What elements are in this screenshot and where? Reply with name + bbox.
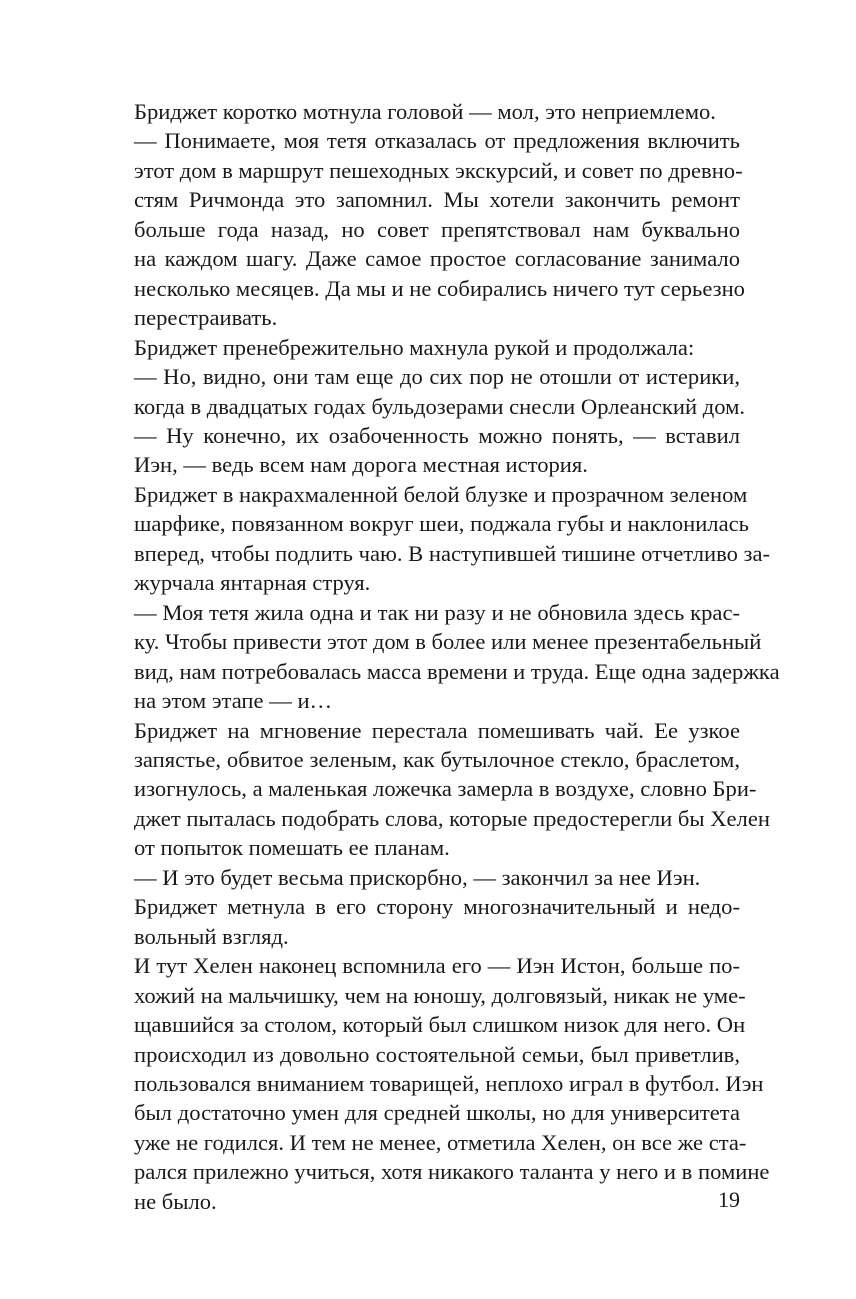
- text-line: вольный взгляд.: [134, 923, 289, 949]
- text-line: не было.: [134, 1188, 217, 1214]
- text-line: — Понимаете, моя тетя отказалась от предложения включить: [134, 128, 740, 154]
- paragraph: [102, 480, 771, 598]
- paragraph: [102, 598, 780, 716]
- text-line: И тут Хелен наконец вспомнила его — Иэн Истон, больше по-: [134, 953, 740, 979]
- text-line: Бриджет в накрахмаленной белой блузке и прозрачном зеленом: [134, 481, 748, 507]
- text-line: изогнулось, а маленькая ложечка замерла в воздухе, словно Бри-: [134, 776, 757, 802]
- paragraph: [102, 716, 770, 863]
- text-line: уже не годился. И тем не менее, отметила Хелен, он все же ста-: [134, 1129, 747, 1155]
- text-line: рался прилежно учиться, хотя никакого таланта у него и в помине: [134, 1159, 770, 1185]
- text-line: запястье, обвитое зеленым, как бутылочное стекло, браслетом,: [134, 746, 740, 772]
- paragraph: [102, 126, 745, 332]
- text-line: перестраивать.: [134, 305, 278, 331]
- text-line: вперед, чтобы подлить чаю. В наступившей тишине отчетливо за-: [134, 540, 771, 566]
- page-number: 19: [718, 1187, 740, 1212]
- text-line: щавшийся за столом, который был слишком низок для него. Он: [134, 1012, 746, 1038]
- text-line: пользовался вниманием товарищей, неплохо играл в футбол. Иэн: [134, 1070, 764, 1096]
- text-line: этот дом в маршрут пешеходных экскурсий, и совет по древно-: [134, 157, 743, 183]
- text-line: был достаточно умен для средней школы, но для университета: [134, 1100, 740, 1126]
- text-line: Иэн, — ведь всем нам дорога местная история.: [134, 452, 588, 478]
- text-line: джет пыталась подобрать слова, которые предостерегли бы Хелен: [134, 805, 770, 831]
- text-line: когда в двадцатых годах бульдозерами снесли Орлеанский дом.: [134, 393, 746, 419]
- text-line: — Ну конечно, их озабоченность можно понять, — вставил: [134, 422, 740, 448]
- text-line: ку. Чтобы привести этот дом в более или менее презентабельный: [134, 629, 762, 655]
- text-line: Бриджет метнула в его сторону многозначительный и недо-: [134, 894, 740, 920]
- paragraph: [102, 892, 740, 951]
- text-line: хожий на мальчишку, чем на юношу, долговязый, никак не уме-: [134, 982, 746, 1008]
- text-line: — Но, видно, они там еще до сих пор не отошли от истерики,: [134, 364, 740, 390]
- text-line: вид, нам потребовалась масса времени и труда. Еще одна задержка: [134, 658, 780, 684]
- text-line: шарфике, повязанном вокруг шеи, поджала губы и наклонилась: [134, 511, 749, 537]
- text-line: журчала янтарная струя.: [134, 570, 371, 596]
- text-line: — И это будет весьма прискорбно, — закончил за нее Иэн.: [134, 864, 701, 890]
- text-line: Бриджет на мгновение перестала помешивать чай. Ее узкое: [134, 717, 740, 743]
- text-line: на этом этапе — и…: [134, 688, 333, 714]
- paragraph: [102, 951, 770, 1216]
- paragraph: [102, 97, 740, 126]
- paragraph: [102, 421, 740, 480]
- text-line: — Моя тетя жила одна и так ни разу и не обновила здесь крас-: [134, 599, 740, 625]
- text-line: происходил из довольно состоятельной семьи, был приветлив,: [134, 1041, 740, 1067]
- text-line: от попыток помешать ее планам.: [134, 835, 450, 861]
- text-line: Бриджет пренебрежительно махнула рукой и продолжала:: [134, 334, 695, 360]
- text-line: стям Ричмонда это запомнил. Мы хотели закончить ремонт: [134, 187, 740, 213]
- text-line: Бриджет коротко мотнула головой — мол, это неприемлемо.: [134, 99, 716, 124]
- text-line: на каждом шагу. Даже самое простое согласование занимало: [134, 246, 740, 272]
- paragraph: [102, 333, 740, 362]
- text-line: больше года назад, но совет препятствовал нам буквально: [134, 216, 740, 242]
- book-page-text: [102, 97, 780, 1216]
- paragraph: [102, 362, 746, 421]
- paragraph: [102, 863, 740, 892]
- text-line: несколько месяцев. Да мы и не собирались ничего тут серьезно: [134, 275, 745, 301]
